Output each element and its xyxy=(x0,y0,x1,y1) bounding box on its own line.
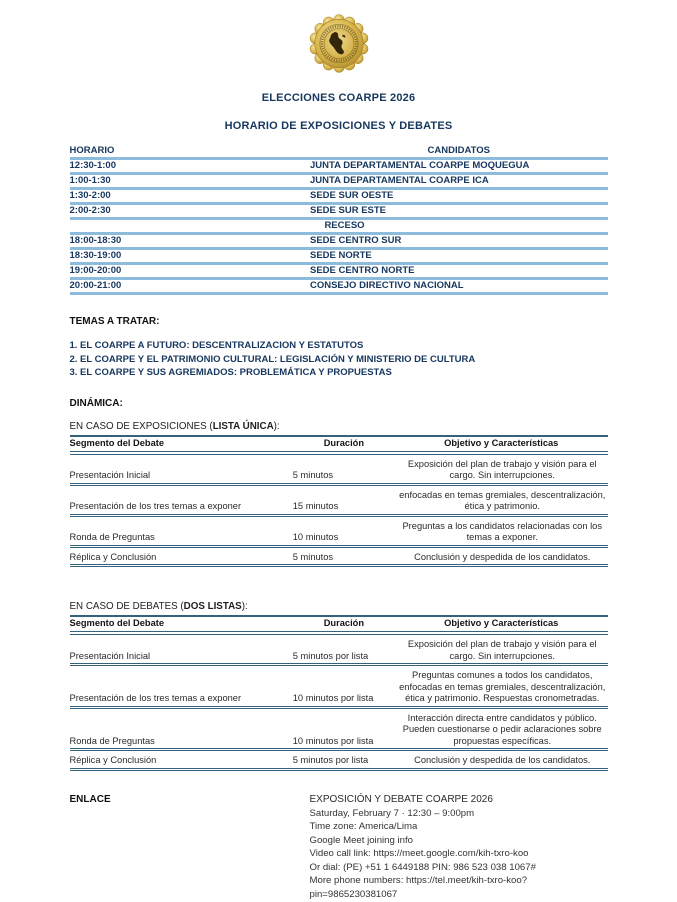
event-title: EXPOSICIÓN Y DEBATE COARPE 2026 xyxy=(309,793,493,805)
video-call-link: Video call link: https://meet.google.com/kih-txro-koo xyxy=(309,848,529,860)
time-cell: 19:00-20:00 xyxy=(70,264,310,279)
table-row xyxy=(70,750,608,770)
segment-cell: Presentación Inicial xyxy=(70,453,293,485)
duration-cell: 5 minutos xyxy=(293,546,395,566)
objective-cell: enfocadas en temas gremiales, descentralización, ética y patrimonio. xyxy=(395,484,608,515)
table-row xyxy=(70,546,608,566)
segment-cell: Réplica y Conclusión xyxy=(70,750,293,770)
caption-text: EN CASO DE DEBATES ( xyxy=(69,601,184,612)
objective-cell: Preguntas comunes a todos los candidatos, enfocadas en temas gremiales, descentralización, ética y patrimonio. Respuestas cronometradas. xyxy=(395,665,608,708)
table-row xyxy=(70,453,608,485)
schedule-row xyxy=(70,264,608,279)
caption-text: ): xyxy=(241,601,248,612)
objective-cell: Conclusión y despedida de los candidatos. xyxy=(395,750,608,770)
time-cell: 1:00-1:30 xyxy=(70,174,310,189)
duration-cell: 5 minutos xyxy=(293,453,395,485)
link-details xyxy=(310,793,608,902)
time-cell: 1:30-2:00 xyxy=(70,189,310,204)
header-segment: Segmento del Debate xyxy=(70,436,293,453)
dynamics-heading: DINÁMICA: xyxy=(69,397,123,409)
schedule-row xyxy=(70,189,608,204)
segment-cell: Presentación de los tres temas a exponer xyxy=(70,484,293,515)
topic-item: 1. EL COARPE A FUTURO: DESCENTRALIZACION Y ESTATUTOS xyxy=(69,340,364,351)
topics-heading: TEMAS A TRATAR: xyxy=(69,316,160,327)
dial-in-number: Or dial: (PE) +51 1 6449188 PIN: 986 523 038 1067# xyxy=(309,861,536,873)
topic-item: 3. EL COARPE Y SUS AGREMIADOS: PROBLEMÁTICA Y PROPUESTAS xyxy=(69,367,392,378)
link-section xyxy=(70,793,608,902)
objective-cell: Exposición del plan de trabajo y visión para el cargo. Sin interrupciones. xyxy=(395,633,608,665)
schedule-row xyxy=(70,174,608,189)
candidate-cell: JUNTA DEPARTAMENTAL COARPE MOQUEGUA xyxy=(310,159,608,174)
duration-cell: 10 minutos por lista xyxy=(293,665,395,708)
time-cell: 20:00-21:00 xyxy=(70,279,310,294)
segment-cell: Ronda de Preguntas xyxy=(70,515,293,546)
header-objective: Objetivo y Características xyxy=(395,616,608,633)
header-segment: Segmento del Debate xyxy=(70,616,293,633)
caption-text: EN CASO DE EXPOSICIONES ( xyxy=(69,420,213,432)
header-duration: Duración xyxy=(293,616,395,633)
caption-bold: LISTA ÚNICA xyxy=(212,420,274,432)
candidate-cell: SEDE SUR OESTE xyxy=(310,189,608,204)
time-cell: 18:00-18:30 xyxy=(70,234,310,249)
duration-cell: 5 minutos por lista xyxy=(293,750,395,770)
header-objective: Objetivo y Características xyxy=(395,436,608,453)
objective-cell: Interacción directa entre candidatos y público. Pueden cuestionarse o pedir aclaraciones sobre propuestas específicas. xyxy=(395,707,608,750)
schedule-row xyxy=(70,249,608,264)
page-title: ELECCIONES COARPE 2026 xyxy=(261,92,416,104)
candidate-cell: JUNTA DEPARTAMENTAL COARPE ICA xyxy=(310,174,608,189)
objective-cell: Preguntas a los candidatos relacionadas con los temas a exponer. xyxy=(395,515,608,546)
event-timezone: Time zone: America/Lima xyxy=(309,821,418,833)
header-duration: Duración xyxy=(293,436,395,453)
segment-cell: Presentación de los tres temas a exponer xyxy=(70,665,293,708)
meet-joining-info: Google Meet joining info xyxy=(309,834,413,846)
seal-icon xyxy=(308,13,370,77)
candidate-cell: CONSEJO DIRECTIVO NACIONAL xyxy=(310,279,608,294)
page-subtitle: HORARIO DE EXPOSICIONES Y DEBATES xyxy=(224,120,453,132)
schedule-header-time: HORARIO xyxy=(70,145,310,159)
table-row xyxy=(70,633,608,665)
schedule-header-candidates: CANDIDATOS xyxy=(310,145,608,159)
schedule-table xyxy=(70,145,608,295)
more-phone-numbers-link: More phone numbers: https://tel.meet/kih-txro-koo?pin=9865230381067 xyxy=(309,875,528,901)
table-row xyxy=(70,707,608,750)
time-cell: 2:00-2:30 xyxy=(70,204,310,219)
caption-bold: DOS LISTAS xyxy=(183,601,242,612)
candidate-cell: SEDE CENTRO NORTE xyxy=(310,264,608,279)
candidate-cell: SEDE CENTRO SUR xyxy=(310,234,608,249)
schedule-row xyxy=(70,204,608,219)
duration-cell: 5 minutos por lista xyxy=(293,633,395,665)
time-cell: 12:30-1:00 xyxy=(70,159,310,174)
link-label: ENLACE xyxy=(69,793,111,805)
schedule-break-row xyxy=(70,219,608,234)
table-row xyxy=(70,515,608,546)
candidate-cell: SEDE NORTE xyxy=(310,249,608,264)
duration-cell: 10 minutos xyxy=(293,515,395,546)
time-cell: 18:30-19:00 xyxy=(70,249,310,264)
duration-cell: 10 minutos por lista xyxy=(293,707,395,750)
schedule-row xyxy=(70,159,608,174)
coarpe-seal-logo xyxy=(307,13,371,82)
table-row xyxy=(70,484,608,515)
candidate-cell: SEDE SUR ESTE xyxy=(310,204,608,219)
event-datetime: Saturday, February 7 · 12:30 – 9:00pm xyxy=(309,807,475,819)
schedule-row xyxy=(70,234,608,249)
segment-cell: Réplica y Conclusión xyxy=(70,546,293,566)
debates-table xyxy=(70,615,608,771)
duration-cell: 15 minutos xyxy=(293,484,395,515)
topics-list xyxy=(70,339,608,380)
table-row xyxy=(70,665,608,708)
schedule-header-row xyxy=(70,145,608,159)
segment-cell: Ronda de Preguntas xyxy=(70,707,293,750)
break-cell: RECESO xyxy=(70,219,608,234)
caption-text: ): xyxy=(273,420,280,432)
expositions-caption xyxy=(70,421,608,432)
table-header-row xyxy=(70,436,608,453)
table-header-row xyxy=(70,616,608,633)
schedule-row xyxy=(70,279,608,294)
debates-caption xyxy=(70,601,608,612)
topic-item: 2. EL COARPE Y EL PATRIMONIO CULTURAL: LEGISLACIÓN Y MINISTERIO DE CULTURA xyxy=(69,353,476,365)
objective-cell: Exposición del plan de trabajo y visión para el cargo. Sin interrupciones. xyxy=(395,453,608,485)
objective-cell: Conclusión y despedida de los candidatos. xyxy=(395,546,608,566)
expositions-table xyxy=(70,435,608,568)
segment-cell: Presentación Inicial xyxy=(70,633,293,665)
